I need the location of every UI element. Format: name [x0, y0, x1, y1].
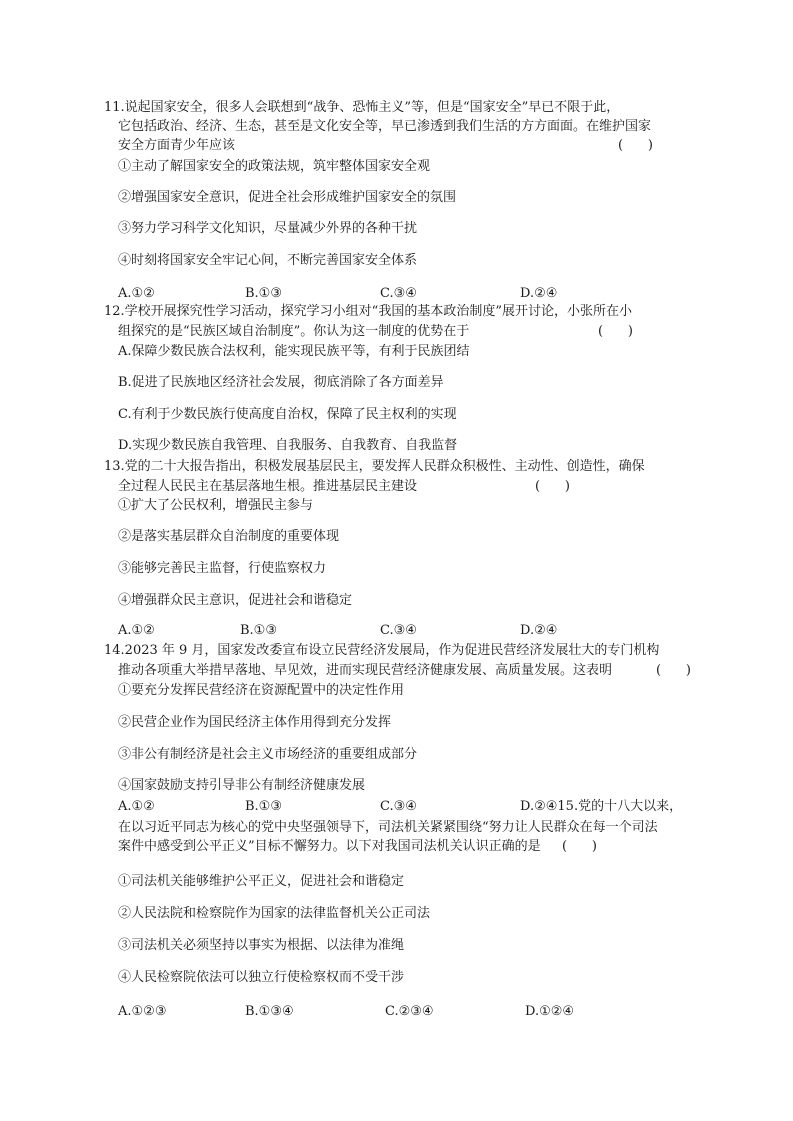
q15-item-4: ④人民检察院依法可以独立行使检察权而不受干涉	[118, 970, 405, 985]
q11-option-a: A.①②	[118, 286, 155, 301]
q14-stem-line-1: 14.2023 年 9 月，国家发改委宣布设立民营经济发展局，作为促进民营经济发展壮大的专门机构	[104, 643, 660, 658]
q12-choice-c: C.有利于少数民族行使高度自治权，保障了民主权利的实现	[118, 407, 457, 422]
q12-stem-line-1: 12.学校开展探究性学习活动，探究学习小组对“我国的基本政治制度”展开讨论，小张所在小	[104, 304, 632, 319]
q12-choice-b: B.促进了民族地区经济社会发展，彻底消除了各方面差异	[118, 375, 444, 390]
q15-option-d: D.①②④	[525, 1004, 575, 1019]
q11-option-b: B.①③	[245, 286, 282, 301]
q14-option-b: B.①③	[245, 799, 282, 814]
q14-answer-paren: ( )	[656, 663, 691, 678]
q15-item-1: ①司法机关能够维护公平正义，促进社会和谐稳定	[118, 874, 405, 889]
q11-item-3: ③努力学习科学文化知识，尽量减少外界的各种干扰	[118, 221, 418, 236]
q14-option-a: A.①②	[118, 799, 155, 814]
q12-choice-a: A.保障少数民族合法权利，能实现民族平等，有利于民族团结	[118, 344, 470, 359]
q11-item-2: ②增强国家安全意识，促进全社会形成维护国家安全的氛围	[118, 190, 457, 205]
q13-option-a: A.①②	[118, 623, 155, 638]
q11-option-c: C.③④	[380, 286, 417, 301]
q11-stem-line-2: 它包括政治、经济、生态，甚至是文化安全等，早已渗透到我们生活的方方面面。在维护国家	[118, 119, 652, 134]
q13-option-c: C.③④	[380, 623, 417, 638]
q11-stem-line-3: 安全方面青少年应该	[118, 138, 236, 153]
q11-item-4: ④时刻将国家安全牢记心间，不断完善国家安全体系	[118, 253, 418, 268]
q15-stem-line-2: 案件中感受到公平正义”目标不懈努力。以下对我国司法机关认识正确的是	[118, 839, 541, 854]
q14-option-c: C.③④	[380, 799, 417, 814]
q11-answer-paren: ( )	[618, 138, 653, 153]
q11-option-d: D.②④	[520, 286, 558, 301]
q15-option-c: C.②③④	[385, 1004, 434, 1019]
q13-item-2: ②是落实基层群众自治制度的重要体现	[118, 529, 340, 544]
q14-item-2: ②民营企业作为国民经济主体作用得到充分发挥	[118, 715, 392, 730]
q13-option-d: D.②④	[520, 623, 558, 638]
q12-answer-paren: ( )	[598, 324, 633, 339]
q13-item-3: ③能够完善民主监督，行使监察权力	[118, 561, 327, 576]
q15-item-3: ③司法机关必须坚持以事实为根据、以法律为准绳	[118, 938, 405, 953]
q13-option-b: B.①③	[240, 623, 277, 638]
q11-stem-line-1: 11.说起国家安全，很多人会联想到“战争、恐怖主义”等，但是“国家安全”早已不限于此，	[104, 100, 620, 115]
q13-stem-line-1: 13.党的二十大报告指出，积极发展基层民主，要发挥人民群众积极性、主动性、创造性，确保	[104, 459, 645, 474]
q13-item-1: ①扩大了公民权利，增强民主参与	[118, 498, 314, 513]
q15-stem-line-1: 在以习近平同志为核心的党中央坚强领导下，司法机关紧紧围绕“努力让人民群众在每一个司法	[118, 820, 658, 835]
q12-choice-d: D.实现少数民族自我管理、自我服务、自我教育、自我监督	[118, 438, 458, 453]
q11-item-1: ①主动了解国家安全的政策法规，筑牢整体国家安全观	[118, 159, 431, 174]
q14-item-1: ①要充分发挥民营经济在资源配置中的决定性作用	[118, 683, 405, 698]
q14-item-4: ④国家鼓励支持引导非公有制经济健康发展	[118, 778, 366, 793]
q15-answer-paren: ( )	[562, 839, 597, 854]
q13-stem-line-2: 全过程人民民主在基层落地生根。推进基层民主建设	[118, 479, 418, 494]
q15-option-a: A.①②③	[118, 1004, 167, 1019]
q14-stem-line-2: 推动各项重大举措早落地、早见效，进而实现民营经济健康发展、高质量发展。这表明	[118, 663, 613, 678]
q14-item-3: ③非公有制经济是社会主义市场经济的重要组成部分	[118, 747, 418, 762]
q12-stem-line-2: 组探究的是“民族区域自治制度”。你认为这一制度的优势在于	[118, 324, 470, 339]
q15-item-2: ②人民法院和检察院作为国家的法律监督机关公正司法	[118, 906, 431, 921]
q15-option-b: B.①③④	[245, 1004, 294, 1019]
q13-item-4: ④增强群众民主意识，促进社会和谐稳定	[118, 593, 353, 608]
q13-answer-paren: ( )	[535, 479, 570, 494]
q14-option-d: D.②④15.党的十八大以来，	[520, 799, 683, 814]
